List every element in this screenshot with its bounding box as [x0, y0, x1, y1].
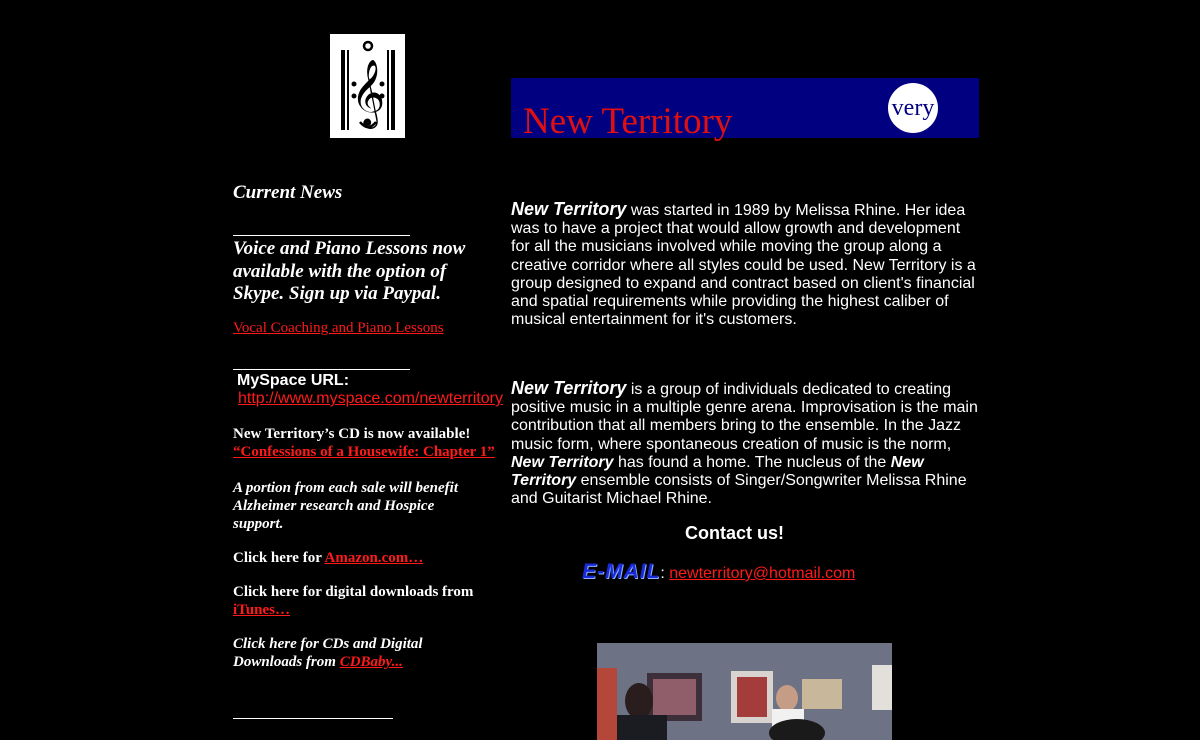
email-row	[582, 560, 855, 584]
cdbaby-link[interactable]: CDBaby...	[339, 654, 403, 670]
email-graphic: E-MAIL	[582, 560, 661, 583]
intro-text: was started in 1989 by Melissa Rhine. Her idea was to have a project that would allow growth and development for all the musicians involved while moving the group along a creative corridor where all styles could be used. New Territory is a group designed to expand and contract based on client's financial and spatial requirements while providing the highest caliber of musical entertainment for it's customers.	[511, 202, 976, 329]
band-name: New Territory	[511, 199, 627, 219]
itunes-prefix: Click here for digital downloads from	[233, 584, 474, 600]
divider	[233, 235, 410, 236]
about-paragraph	[511, 379, 981, 508]
current-news-heading: Current News	[233, 182, 343, 203]
about-text-2: has found a home. The nucleus of the	[613, 453, 891, 471]
myspace-link[interactable]: http://www.myspace.com/newterritory	[238, 390, 503, 407]
title-banner	[511, 78, 979, 142]
cd-announcement: New Territory’s CD is now available!	[233, 426, 471, 442]
band-photo	[597, 643, 892, 740]
cd-title-link[interactable]: “Confessions of a Housewife: Chapter 1”	[233, 444, 495, 460]
svg-text:𝄞: 𝄞	[350, 58, 386, 126]
about-text-3: ensemble consists of Singer/Songwriter Melissa Rhine and Guitarist Michael Rhine.	[511, 472, 967, 508]
contact-heading: Contact us!	[685, 523, 784, 543]
amazon-prefix: Click here for	[233, 550, 325, 566]
divider	[233, 369, 410, 370]
intro-paragraph	[511, 200, 981, 329]
treble-clef-logo	[330, 34, 405, 138]
band-name: New Territory	[511, 453, 614, 471]
band-name: New Territory	[511, 453, 924, 490]
itunes-link[interactable]: iTunes…	[233, 602, 290, 618]
cdbaby-line	[233, 635, 463, 671]
band-name: New Territory	[511, 378, 627, 398]
amazon-line	[233, 549, 503, 567]
lessons-link[interactable]: Vocal Coaching and Piano Lessons	[233, 320, 444, 336]
amazon-link[interactable]: Amazon.com…	[324, 550, 424, 566]
myspace-label: MySpace URL:	[237, 372, 350, 389]
cdbaby-prefix: Click here for CDs and Digital Downloads from	[233, 636, 423, 670]
lessons-announcement: Voice and Piano Lessons now available with the option of Skype. Sign up via Paypal.	[233, 238, 466, 304]
email-link[interactable]: newterritory@hotmail.com	[669, 565, 856, 582]
about-text-1: is a group of individuals dedicated to creating positive music in a multiple genre arena. Improvisation is the main contribution that all members bring to the ensemble. In the Jazz music form, where spontaneous creation of music is the norm,	[511, 381, 978, 453]
divider	[233, 718, 393, 719]
cd-note: A portion from each sale will benefit Alzheimer research and Hospice support.	[233, 480, 459, 532]
page-title: New Territory	[523, 101, 733, 142]
email-separator: :	[660, 565, 670, 582]
badge-circle: very	[888, 83, 938, 133]
